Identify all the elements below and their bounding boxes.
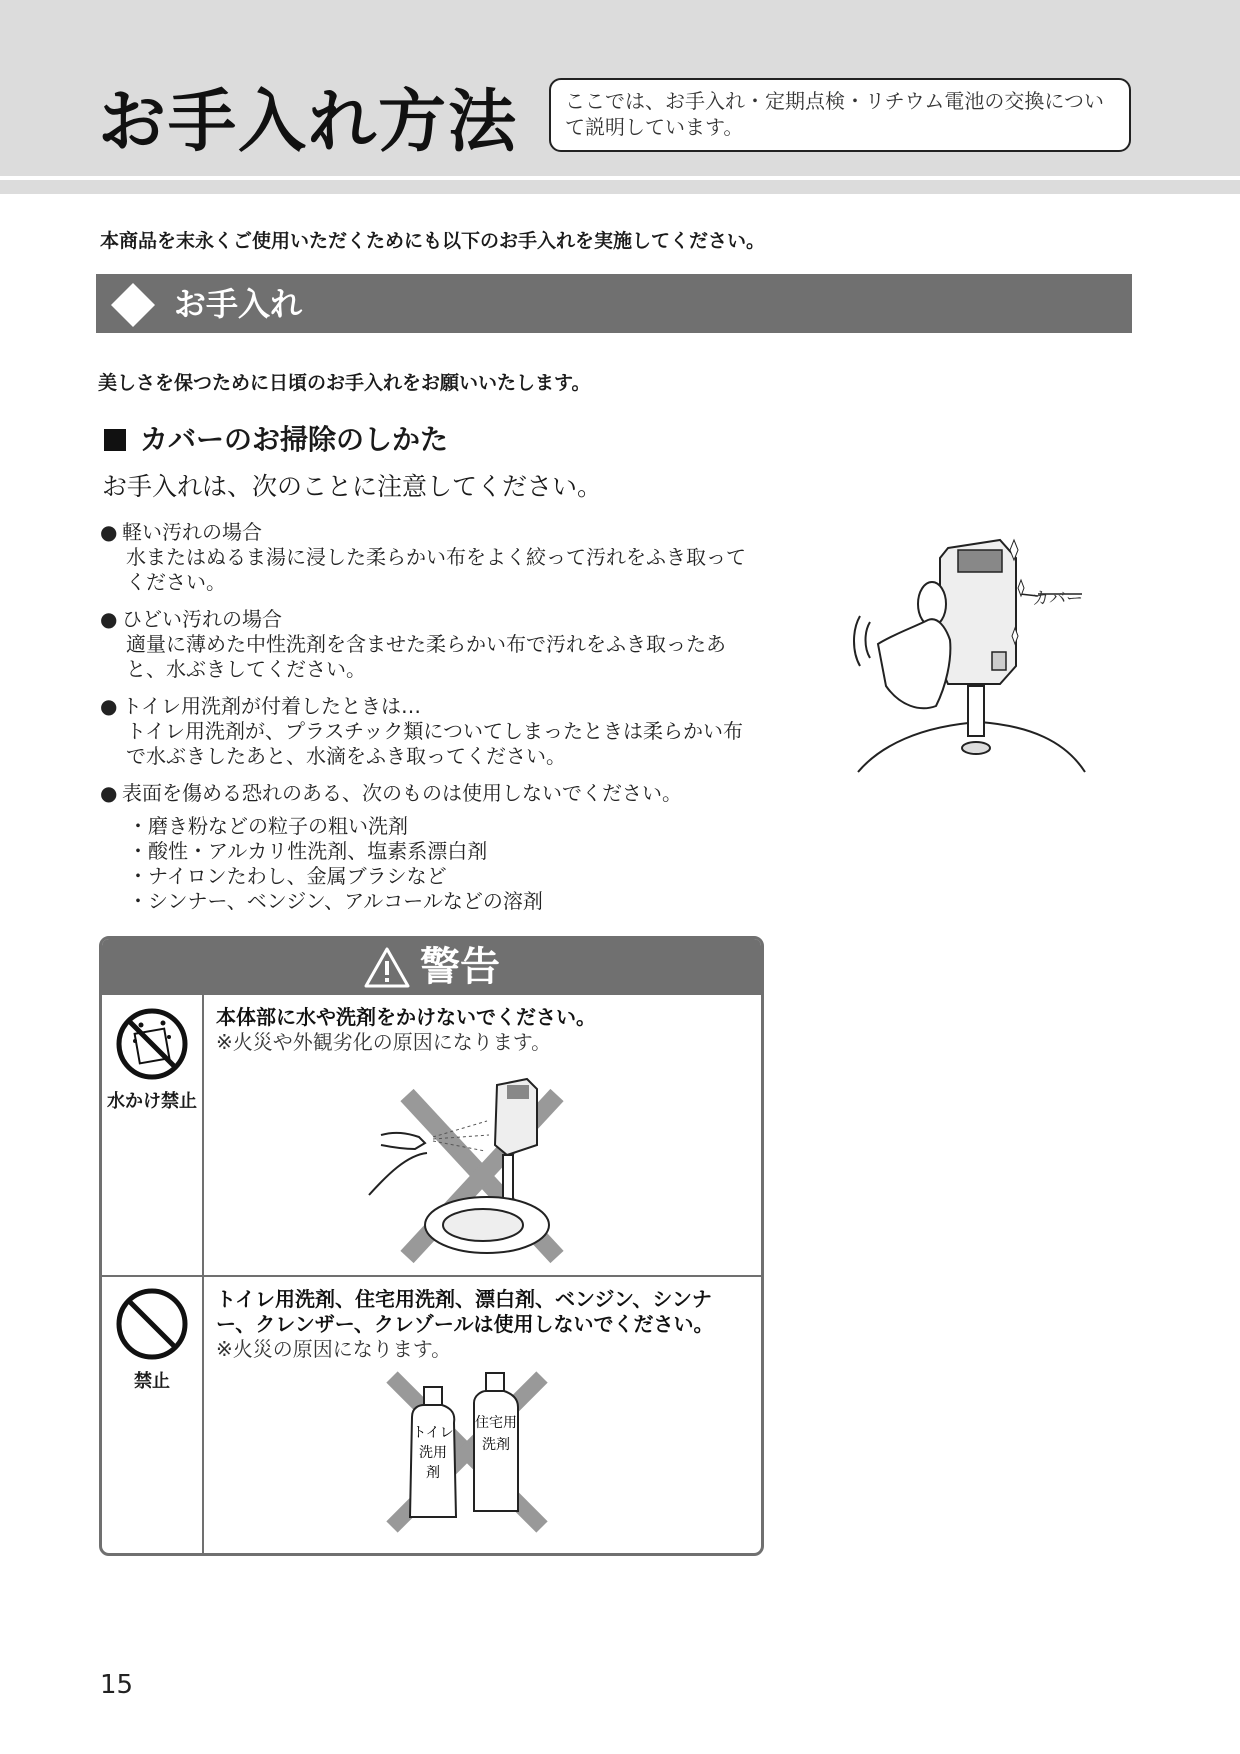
spray-water-illustration xyxy=(367,1075,567,1265)
warning-row xyxy=(102,995,761,1275)
svg-text:剤: 剤 xyxy=(426,1465,440,1481)
sub-item: ・酸性・アルカリ性洗剤、塩素系漂白剤 xyxy=(128,839,488,863)
header-note: ここでは、お手入れ・定期点検・リチウム電池の交換について説明しています。 xyxy=(549,78,1131,152)
section-title: お手入れ xyxy=(174,285,303,323)
bullet-title: 表面を傷める恐れのある、次のものは使用しないでください。 xyxy=(122,781,682,805)
warning-row xyxy=(102,1275,761,1556)
warning-statement: トイレ用洗剤、住宅用洗剤、漂白剤、ベンジン、シンナー、クレンザー、クレゾールは使用しないでください。 xyxy=(216,1287,714,1336)
cover-label: カバー xyxy=(1032,589,1083,609)
bullet-icon: ● xyxy=(100,781,118,805)
warning-statement: 本体部に水や洗剤をかけないでください。 xyxy=(216,1005,596,1029)
bullet-body: 適量に薄めた中性洗剤を含ませた柔らかい布で汚れをふき取ったあと、水ぶきしてください。 xyxy=(126,632,726,681)
warning-row-text xyxy=(216,1287,746,1362)
bottle-label-left: トイレ xyxy=(412,1425,454,1441)
cover-cleaning-illustration xyxy=(850,536,1090,776)
subsection-heading-text: カバーのお掃除のしかた xyxy=(140,423,449,456)
warning-row-text xyxy=(216,1005,746,1055)
warning-title: 警告 xyxy=(420,944,500,990)
prohibited-icon xyxy=(115,1287,189,1361)
warning-note: ※火災や外観劣化の原因になります。 xyxy=(216,1030,552,1054)
bullet-title: ひどい汚れの場合 xyxy=(122,607,282,631)
sub-item: ・ナイロンたわし、金属ブラシなど xyxy=(128,864,447,888)
svg-text:洗用: 洗用 xyxy=(419,1445,447,1461)
prohibition-icon-cell xyxy=(102,1277,204,1556)
warning-triangle-icon xyxy=(364,946,410,988)
page-title: お手入れ方法 xyxy=(98,83,519,162)
bullet-title: トイレ用洗剤が付着したときは… xyxy=(122,694,421,718)
sub-item: ・シンナー、ベンジン、アルコールなどの溶剤 xyxy=(128,889,543,913)
bullet-icon: ● xyxy=(100,694,118,718)
bullet-icon: ● xyxy=(100,607,118,631)
list-item xyxy=(100,607,760,682)
no-water-label: 水かけ禁止 xyxy=(107,1091,197,1112)
prohibited-label: 禁止 xyxy=(134,1371,170,1392)
section-lead: 美しさを保つために日頃のお手入れをお願いいたします。 xyxy=(98,372,591,394)
sub-item-list xyxy=(100,814,760,914)
intro-text: 本商品を末永くご使用いただくためにも以下のお手入れを実施してください。 xyxy=(100,230,766,252)
detergent-bottles-illustration xyxy=(382,1367,552,1537)
bullet-icon: ● xyxy=(100,520,118,544)
bullet-body: トイレ用洗剤が、プラスチック類についてしまったときは柔らかい布で水ぶきしたあと、水滴をふき取ってください。 xyxy=(126,719,743,768)
list-item xyxy=(100,694,760,769)
sub-item: ・磨き粉などの粒子の粗い洗剤 xyxy=(128,814,408,838)
diamond-icon xyxy=(110,282,156,328)
warning-box xyxy=(99,936,764,1556)
list-item xyxy=(100,520,760,595)
subsection-heading xyxy=(104,422,448,458)
caution-line: お手入れは、次のことに注意してください。 xyxy=(102,472,603,501)
bullet-body: 水またはぬるま湯に浸した柔らかい布をよく絞って汚れをふき取ってください。 xyxy=(126,545,746,594)
page-number: 15 xyxy=(100,1670,134,1700)
bullet-list xyxy=(100,520,760,914)
square-bullet-icon xyxy=(104,429,126,451)
svg-text:洗剤: 洗剤 xyxy=(482,1437,510,1453)
warning-note: ※火災の原因になります。 xyxy=(216,1337,452,1361)
prohibition-icon-cell xyxy=(102,995,204,1275)
no-water-icon xyxy=(115,1007,189,1081)
header-underline xyxy=(0,180,1240,194)
list-item xyxy=(100,781,760,806)
bullet-title: 軽い汚れの場合 xyxy=(122,520,262,544)
warning-header xyxy=(102,939,761,995)
bottle-label-right: 住宅用 xyxy=(475,1415,517,1431)
